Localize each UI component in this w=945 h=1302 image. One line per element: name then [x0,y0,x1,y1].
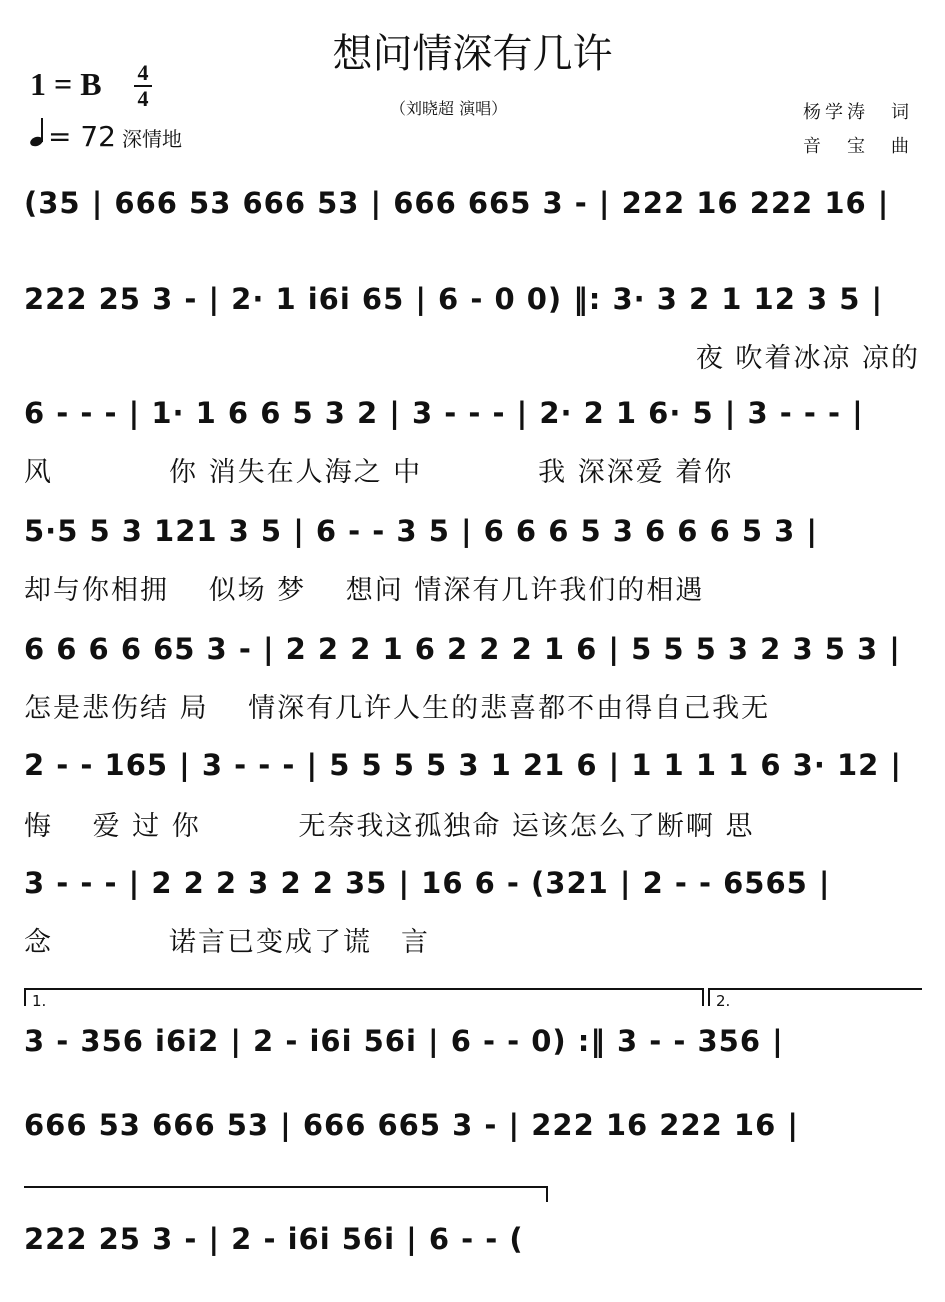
notation-line-10: 222 25 3 - | 2 - i6i 56i | 6 - - ( [24,1222,524,1256]
expression-mark: 深情地 [122,127,182,151]
composer-credit: 音 宝 曲 [803,136,913,157]
tempo-value: = 72 [48,120,116,153]
song-title: 想问情深有几许 [332,31,613,77]
notation-line-1: (35 | 666 53 666 53 | 666 665 3 - | 222 16 222 16 | [24,186,890,220]
lyrics-line-3: 风 你 消失在人海之 中 我 深深爱 着你 [24,457,734,488]
meter-bottom: 4 [137,86,149,111]
lyrics-line-7: 念 诺言已变成了谎 言 [24,927,430,958]
lyrics-line-4: 却与你相拥 似场 梦 想问 情深有几许我们的相遇 [24,575,705,606]
second-ending-bracket [708,988,922,1010]
closing-bracket [24,1186,548,1202]
notation-line-3: 6 - - - | 1· 1 6 6 5 3 2 | 3 - - - | 2· 2 1 6· 5 | 3 - - - | [24,396,864,430]
lyricist-credit: 杨学涛 词 [803,102,913,123]
lyrics-line-6: 悔 爱 过 你 无奈我这孤独命 运该怎么了断啊 思 [24,811,755,842]
notation-line-4: 5·5 5 3 121 3 5 | 6 - - 3 5 | 6 6 6 5 3 6 6 6 5 3 | [24,514,818,548]
notation-line-2: 222 25 3 - | 2· 1 i6i 65 | 6 - 0 0) ‖: 3· 3 2 1 12 3 5 | [24,282,884,316]
notation-line-5: 6 6 6 6 65 3 - | 2 2 2 1 6 2 2 2 1 6 | 5 5 5 3 2 3 5 3 | [24,632,901,666]
first-ending-label: 1. [32,992,47,1010]
meter-top: 4 [137,60,149,85]
lyrics-line-5: 怎是悲伤结 局 情深有几许人生的悲喜都不由得自己我无 [24,693,771,724]
notation-line-7: 3 - - - | 2 2 2 3 2 2 35 | 16 6 - (321 | 2 - - 6565 | [24,866,831,900]
tempo-marking [30,120,182,153]
lyrics-line-2: 夜 吹着冰凉 凉的 [695,343,920,374]
notation-line-6: 2 - - 165 | 3 - - - | 5 5 5 5 3 1 21 6 | 1 1 1 1 6 3· 12 | [24,748,902,782]
key-signature: 1 = B [30,66,102,102]
time-signature [134,62,152,110]
quarter-note-icon [30,120,44,146]
first-ending-bracket [24,988,704,1010]
performer-credit: （刘晓超 演唱） [390,99,508,118]
notation-line-8: 3 - 356 i6i2 | 2 - i6i 56i | 6 - - 0) :‖ 3 - - 356 | [24,1024,784,1058]
second-ending-label: 2. [716,992,731,1010]
notation-line-9: 666 53 666 53 | 666 665 3 - | 222 16 222 16 | [24,1108,799,1142]
